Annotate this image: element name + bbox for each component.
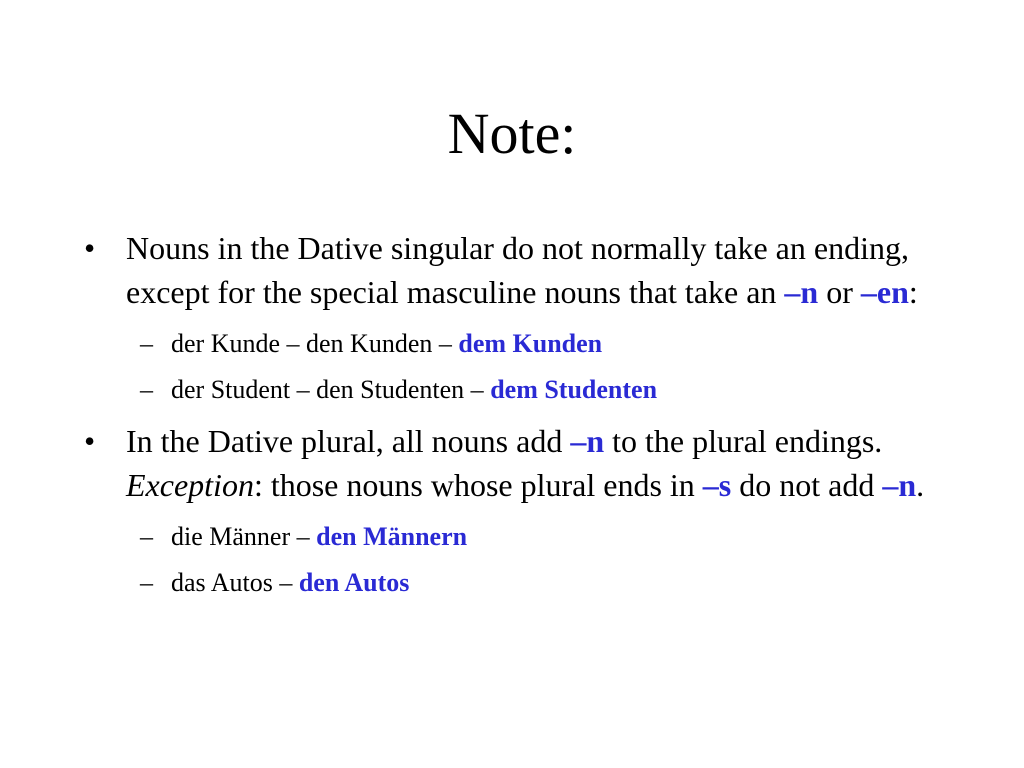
highlight-example: den Autos: [298, 568, 410, 597]
highlight-example: den Männern: [316, 522, 468, 551]
dash-mark: –: [140, 568, 153, 597]
italic-text: Exception: [126, 467, 254, 503]
bullet-text: :: [908, 274, 918, 310]
bullet-dot: •: [84, 423, 96, 459]
bullet-text: : those nouns whose plural ends in: [253, 467, 703, 503]
dash-mark: –: [140, 522, 153, 551]
bullet-text: do not add: [731, 467, 883, 503]
bullet-text: .: [916, 467, 925, 503]
highlight-ending: –n: [882, 467, 917, 503]
sub-bullet-text: der Student – den Studenten –: [171, 375, 491, 404]
sub-bullet-text: die Männer –: [171, 522, 317, 551]
bullet-text: In the Dative plural, all nouns add: [126, 423, 571, 459]
sub-bullet-text: der Kunde – den Kunden –: [171, 329, 459, 358]
highlight-example: dem Studenten: [490, 375, 658, 404]
sub-bullet-item: [84, 329, 964, 359]
sub-bullet-item: [84, 568, 964, 598]
bullet-dot: •: [84, 230, 96, 266]
dash-mark: –: [140, 375, 153, 404]
slide-content: [84, 226, 964, 598]
bullet-text: Nouns in the Dative singular do not normally take an ending, except for the special masculine nouns that take an: [126, 230, 909, 310]
dash-mark: –: [140, 329, 153, 358]
sub-bullet-item: [84, 522, 964, 552]
bullet-text: or: [818, 274, 861, 310]
bullet-item: [84, 226, 964, 314]
bullet-text: to the plural endings.: [604, 423, 883, 459]
sub-bullet-item: [84, 375, 964, 405]
sub-bullet-text: das Autos –: [171, 568, 299, 597]
highlight-ending: –n: [784, 274, 819, 310]
highlight-ending: –en: [860, 274, 909, 310]
bullet-item: [84, 419, 964, 507]
highlight-ending: –n: [570, 423, 605, 459]
slide-title: Note:: [447, 101, 577, 166]
highlight-example: dem Kunden: [458, 329, 603, 358]
highlight-ending: –s: [702, 467, 732, 503]
